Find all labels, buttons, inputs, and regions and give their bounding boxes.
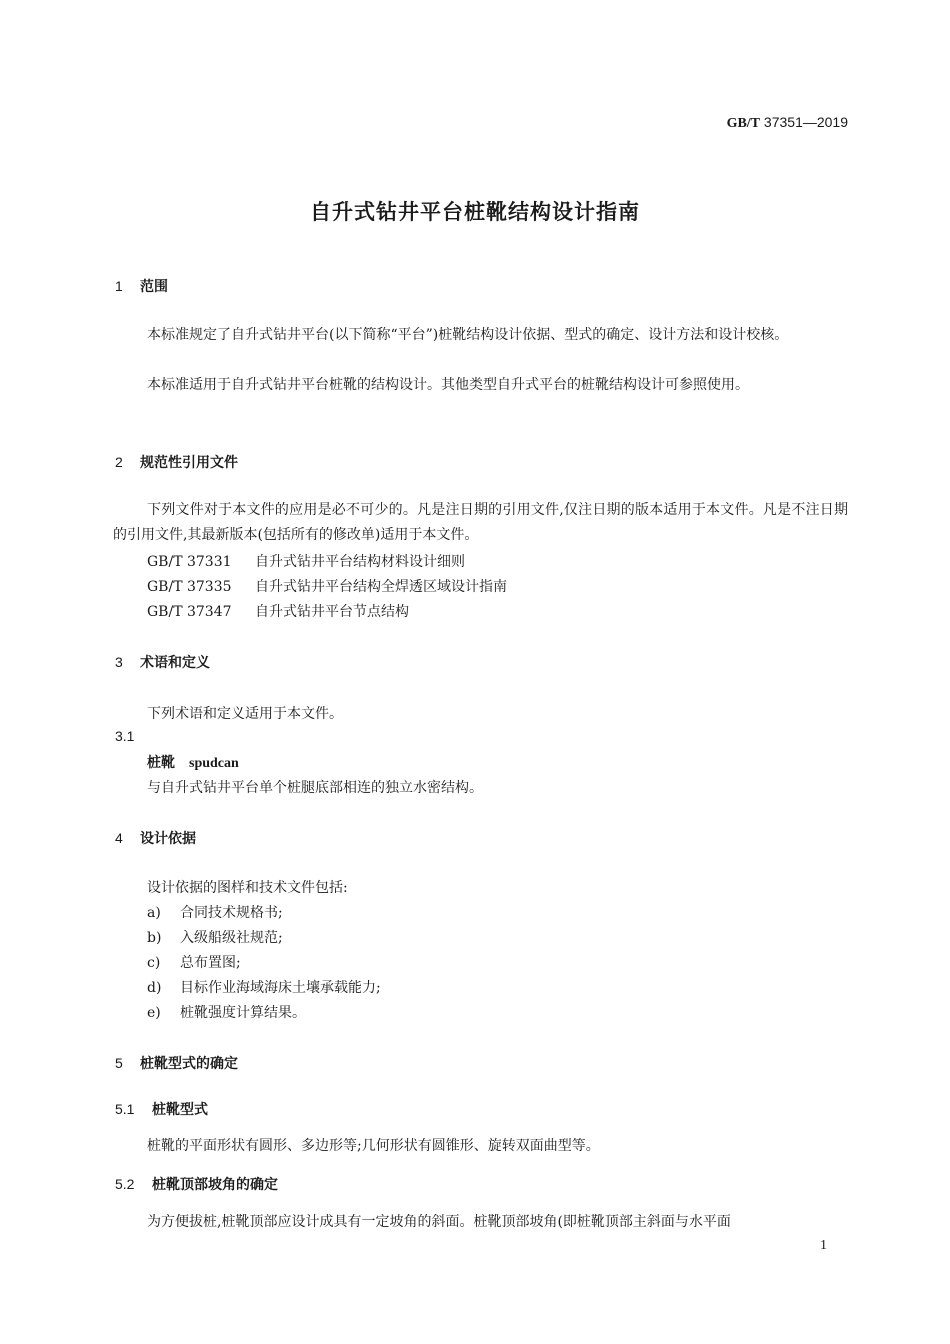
document-title: 自升式钻井平台桩靴结构设计指南 xyxy=(310,200,640,224)
section-4-paragraph-1: 设计依据的图样和技术文件包括: xyxy=(147,880,348,896)
standard-prefix: GB/T xyxy=(726,116,761,131)
list-marker: b) xyxy=(147,930,162,946)
term-english: spudcan xyxy=(189,756,239,771)
standard-code xyxy=(727,114,848,132)
term-entry xyxy=(147,752,239,772)
term-number: 3.1 xyxy=(115,728,135,744)
section-5-title: 桩靴型式的确定 xyxy=(140,1056,238,1072)
section-1-paragraph-1: 本标准规定了自升式钻井平台(以下简称“平台”)桩靴结构设计依据、型式的确定、设计方法和设计校核。 xyxy=(147,327,789,343)
section-1-title: 范围 xyxy=(140,279,168,295)
section-4-number: 4 xyxy=(115,830,123,846)
section-1-heading xyxy=(115,276,168,296)
section-2-number: 2 xyxy=(115,454,123,470)
section-5-2-paragraph: 为方便拔桩,桩靴顶部应设计成具有一定坡角的斜面。桩靴顶部坡角(即桩靴顶部主斜面与水平面 xyxy=(147,1214,731,1230)
reference-item xyxy=(147,551,465,571)
section-2-heading xyxy=(115,452,238,472)
section-1-paragraph-2: 本标准适用于自升式钻井平台桩靴的结构设计。其他类型自升式平台的桩靴结构设计可参照使用。 xyxy=(147,377,749,393)
standard-number: 37351—2019 xyxy=(760,114,848,130)
section-3-heading xyxy=(115,652,210,672)
section-4-heading xyxy=(115,828,196,848)
list-marker: e) xyxy=(147,1005,161,1021)
list-item xyxy=(147,977,381,997)
reference-name: 自升式钻井平台结构材料设计细则 xyxy=(255,554,465,570)
list-text: 合同技术规格书; xyxy=(180,905,283,921)
section-3-number: 3 xyxy=(115,654,123,670)
section-5-1-title: 桩靴型式 xyxy=(152,1102,208,1118)
list-text: 入级船级社规范; xyxy=(180,930,283,946)
section-5-2-heading xyxy=(115,1174,278,1194)
term-chinese: 桩靴 xyxy=(147,755,175,771)
section-4-title: 设计依据 xyxy=(140,831,196,847)
section-5-2-number: 5.2 xyxy=(115,1176,135,1192)
reference-code: GB/T 37335 xyxy=(147,579,232,595)
list-marker: a) xyxy=(147,905,161,921)
term-definition: 与自升式钻井平台单个桩腿底部相连的独立水密结构。 xyxy=(147,780,483,796)
section-5-1-paragraph: 桩靴的平面形状有圆形、多边形等;几何形状有圆锥形、旋转双面曲型等。 xyxy=(147,1138,600,1154)
section-1-number: 1 xyxy=(115,278,123,294)
list-text: 桩靴强度计算结果。 xyxy=(180,1005,306,1021)
list-marker: d) xyxy=(147,980,162,996)
reference-item xyxy=(147,576,507,596)
section-2-title: 规范性引用文件 xyxy=(140,455,238,471)
reference-code: GB/T 37347 xyxy=(147,604,232,620)
section-3-paragraph-1: 下列术语和定义适用于本文件。 xyxy=(147,706,343,722)
reference-item xyxy=(147,601,409,621)
list-item xyxy=(147,902,283,922)
list-item xyxy=(147,952,241,972)
list-item xyxy=(147,927,283,947)
reference-name: 自升式钻井平台结构全焊透区域设计指南 xyxy=(255,579,507,595)
section-5-1-number: 5.1 xyxy=(115,1101,135,1117)
page-number: 1 xyxy=(820,1238,827,1253)
section-5-2-title: 桩靴顶部坡角的确定 xyxy=(152,1177,278,1193)
section-5-heading xyxy=(115,1053,238,1073)
section-5-1-heading xyxy=(115,1099,208,1119)
list-marker: c) xyxy=(147,955,161,971)
section-3-title: 术语和定义 xyxy=(140,655,210,671)
list-item xyxy=(147,1002,306,1022)
reference-name: 自升式钻井平台节点结构 xyxy=(255,604,409,620)
section-2-paragraph-1: 下列文件对于本文件的应用是必不可少的。凡是注日期的引用文件,仅注日期的版本适用于本文件。凡是不注日期的引用文件,其最新版本(包括所有的修改单)适用于本文件。 xyxy=(113,502,848,543)
reference-code: GB/T 37331 xyxy=(147,554,232,570)
list-text: 目标作业海域海床土壤承载能力; xyxy=(180,980,381,996)
list-text: 总布置图; xyxy=(180,955,241,971)
section-5-number: 5 xyxy=(115,1055,123,1071)
